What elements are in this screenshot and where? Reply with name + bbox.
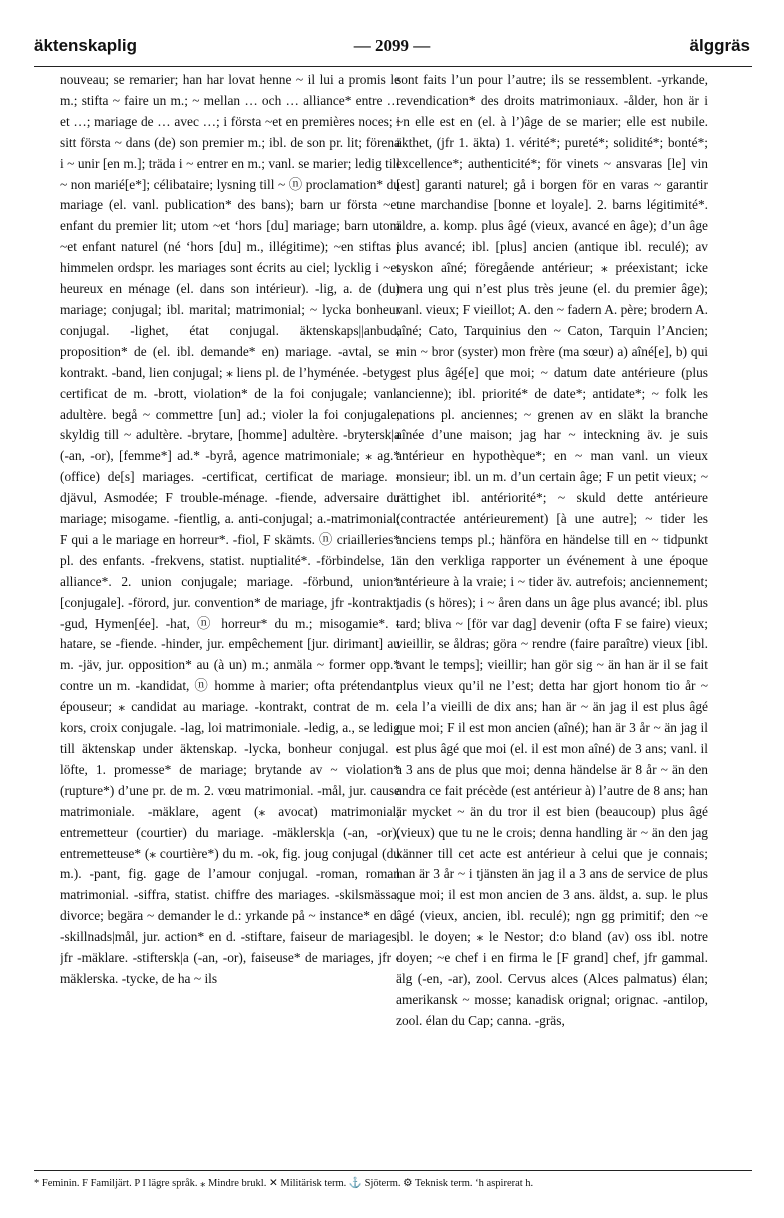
left-column-text: nouveau; se remarier; han har lovat henne ~ il lui a promis le m.; stifta ~ faire un m.; ~ mellan … och … alliance* entre … et …; mariage de … avec …; i första ~et en premières noces; i sitt första ~ dans (de) son premier m.; ibl. de son pr. lit; förena i ~ unir [en m.]; träda i ~ entrer en m.; vanl. se marier; ledig till ~ non marié[e*]; célibataire; lysning till ~ ⓝ proclamation* du mariage (el. vanl. publication* des bans); barn ur första ~et enfant du premier lit; utom ~et ‘hors [du] mariage; barn utom ~et enfant naturel (né ‘hors [du] m., illégitime); ~en stiftas i himmelen ordspr. les mariages sont écrits au ciel; lycklig i ~et heureux en ménage (el. dans son intérieur). -lig, a. de (du) mariage; conjugal; ibl. marital; matrimonial; ~ lycka bonheur conjugal. -lighet, état conjugal. äktenskaps||anbud, proposition* de (el. ibl. demande* en) mariage. -avtal, se -kontrakt. -band, lien conjugal; ⁎ liens pl. de l’hyménée. -betyg, certificat de m. -brott, violation* de la foi conjugale; vanl. adultère. begå ~ commettre [un] ad.; violer la foi conjugale; skyldig till ~ adultère. -brytare, [homme] adultère. -brytersk|a (-an, -or), [femme*] ad.* -byrå, agence matrimoniale; ⁎ ag.* (office) de[s] mariages. -certificat, certificat de mariage. -djävul, Asmodée; F trouble-ménage. -fiende, adversaire du mariage; misogame. -fientlig, a. anti-conjugal; a.-matrimonial; F qui a le mariage en horreur*. -fiol, F skämts. ⓝ criailleries* pl. des enfants. -frekvens, statist. nuptialité*. -förbindelse, 1. alliance*. 2. union conjugale; mariage. -förbund, union* [conjugale]. -förord, jur. convention* de mariage, jfr -kontrakt. -gud, Hymen[ée]. -hat, ⓝ horreur* du m.; misogamie*. -hatare, se -fiende. -hinder, jur. empêchement [jur. dirimant] au m. -jäv, jur. opposition* au (à un) m.; anmäla ~ former opp.* contre un m. -kandidat, ⓝ homme à marier; ofta prétendant; épouseur; ⁎ candidat au mariage. -kontrakt, contrat de m. -kors, croix conjugale. -lag, loi matrimoniale. -ledig, a., se ledig till äktenskap under äktenskap. -lycka, bonheur conjugal. -löfte, 1. promesse* de mariage; brytande av ~ violation* (rupture*) d’une pr. de m. 2. vœu matrimonial. -mål, jur. cause matrimoniale. -mäklare, agent (⁎ avocat) matrimonial; entremetteur (courtier) du mariage. -mäklersk|a (-an, -or), entremetteuse* (⁎ courtière*) du m. -ok, fig. joug conjugal (du m.). -pant, fig. gage de l’amour conjugal. -roman, roman matrimonial. -siffra, statist. chiffre des mariages. -skilsmässa, divorce; begära ~ demander le d.: yrkande på ~ instance* en d. -skillnads|mål, jur. action* en d. -stiftare, faiseur de mariages, jfr -mäklare. -stiftersk|a (-an, -or), faiseuse* de mariages, jfr -mäklerska. -tycke, de ha ~ ils: [60, 72, 400, 986]
page-number: — 2099 —: [353, 36, 431, 55]
header-first-word: äktenskaplig: [34, 36, 137, 55]
right-column: [396, 70, 708, 1160]
header-rule: [34, 66, 752, 67]
footnote-rule: [34, 1170, 752, 1171]
right-column-text: sont faits l’un pour l’autre; ils se ressemblent. -yrkande, revendication* des droits matrimoniaux. -ålder, hon är i ~n elle est en (el. à l’)âge de se marier; elle est nubile. äkthet, (jfr 1. äkta) 1. vérité*; pureté*; solidité*; bonté*; excellence*; authenticité*; för vinets ~ ansvaras [le] vin [est] garanti naturel; gå i borgen för en varas ~ garantir une marchandise [bonne et loyale]. 2. barns légitimité*. äldre, a. komp. plus âgé (vieux, avancé en âge); d’un âge plus avancé; ibl. [plus] ancien (antique ibl. reculé); av syskon aîné; föregående antérieur; ⁎ préexistant; icke mera ung qui n’est plus très jeune (el. du premier âge); vanl. vieux; F vieillot; A. den ~ fadern A. père; brodern A. aîné; Cato, Tarquinius den ~ Caton, Tarquin l’Ancien; min ~ bror (syster) mon frère (ma sœur) a) aîné[e], b) qui est plus âgé[e] que moi; ~ datum date antérieure (plus ancienne); ibl. priorité* de date*; antidate*; ~ folk les nations pl. anciennes; ~ grenen av en släkt la branche aînée d’une maison; jag har ~ inteckning äv. je suis antérieur en hypothèque*; en ~ man vanl. un vieux monsieur; ibl. un m. d’un certain âge; F un petit vieux; ~ rättighet ibl. antériorité*; ~ skuld dette antérieure (contractée antérieurement) [à une autre]; ~ tider les anciens temps pl.; hänföra en händelse till en ~ tidpunkt än den verkliga rapporter un événement à une époque antérieure à la vraie; i ~ tider äv. autrefois; anciennement; jadis (s höres); i ~ åren dans un âge plus avancé; ibl. plus tard; bliva ~ [för var dag] devenir (ofta F se faire) vieux; vieillir, se åldras; göra ~ rendre (faire paraître) vieux [ibl. avant le temps]; vieillir; han gör sig ~ än han är il se fait plus vieux qu’il ne l’est; detta har gjort honom tio år ~ cela l’a vieilli de dix ans; han är ~ än jag il est plus âgé que moi; F il est mon ancien (aîné); han är 3 år ~ än jag il est plus âgé que moi (el. il est mon aîné) de 3 ans; vanl. il a 3 ans de plus que moi; denna händelse är 8 år ~ än den andra ce fait précède (est antérieur à) l’autre de 8 ans; han är mycket ~ än du tror il est bien (beaucoup) plus âgé (vieux) que tu ne le crois; denna handling är ~ än den jag känner till cet acte est antérieur à celui que je connais; han är 3 år ~ i tjänsten än jag il a 3 ans de service de plus que moi; il est mon ancien de 3 ans. äldst, a. sup. le plus âgé (vieux, ancien, ibl. reculé); ngn gg primitif; den ~e ibl. le doyen; ⁎ le Nestor; d:o bland (av) oss ibl. notre doyen; ~e chef i en firma le [F grand] chef, jfr gammal. älg (-en, -ar), zool. Cervus alces (Alces palmatus) élan; amerikansk ~ mosse; kanadisk orignal; orignac. -antilop, zool. élan du Cap; canna. -gräs,: [396, 72, 708, 1028]
abbreviation-legend: * Feminin. F Familjärt. P I lägre språk. ⁎ Mindre brukl. ✕ Militärisk term. ⚓ Sjöterm. ⚙ Teknisk term. ‘h aspirerat h.: [34, 1178, 534, 1189]
page-header: [34, 36, 750, 62]
header-last-word: älggräs: [689, 36, 750, 55]
left-column: [60, 70, 400, 1160]
